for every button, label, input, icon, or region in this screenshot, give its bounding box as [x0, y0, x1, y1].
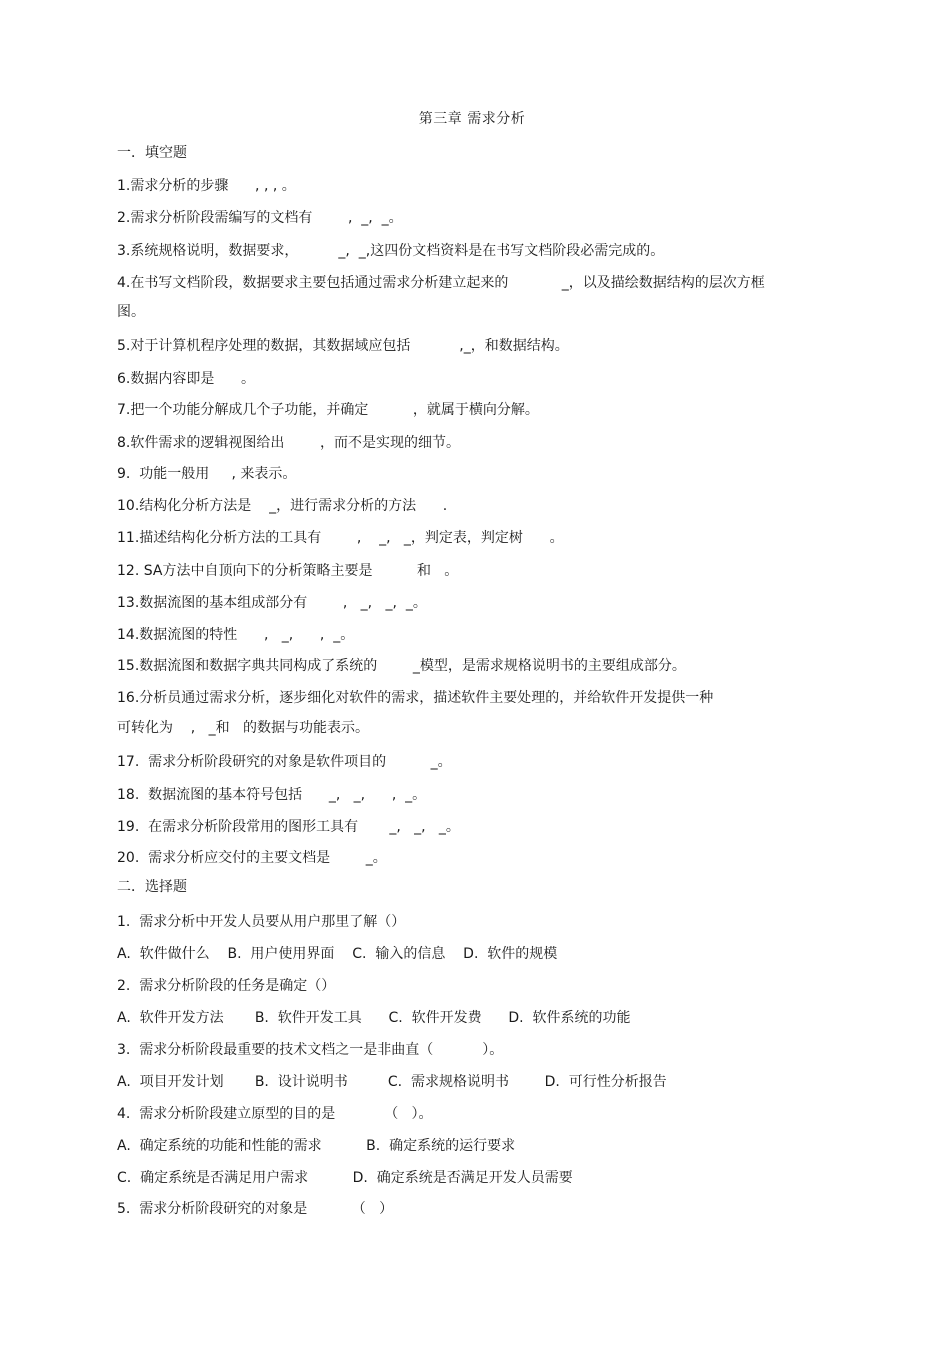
question-line: 8.软件需求的逻辑视图给出 ，而不是实现的细节。 — [117, 435, 460, 451]
question-line: 2. 需求分析阶段的任务是确定（） — [117, 978, 336, 994]
question-line: 9. 功能一般用 , 来表示。 — [117, 466, 297, 482]
question-line: 18. 数据流图的基本符号包括 _, _, , _。 — [117, 787, 427, 803]
question-line: 7.把一个功能分解成几个子功能，并确定 ，就属于横向分解。 — [117, 402, 539, 418]
question-line: 6.数据内容即是 。 — [117, 371, 256, 387]
question-line: 19. 在需求分析阶段常用的图形工具有 _, _, _。 — [117, 819, 460, 835]
question-line: 14.数据流图的特性 , _, , _。 — [117, 627, 355, 643]
options-line: A. 项目开发计划 B. 设计说明书 C. 需求规格说明书 D. 可行性分析报告 — [117, 1074, 667, 1090]
question-line: 13.数据流图的基本组成部分有 , _, _, _。 — [117, 595, 427, 611]
question-line: 1.需求分析的步骤 , , , 。 — [117, 178, 296, 194]
section-heading-fill-blank: 一．填空题 — [117, 145, 187, 161]
question-line: 10.结构化分析方法是 _，进行需求分析的方法 . — [117, 498, 448, 514]
options-line: A. 软件做什么 B. 用户使用界面 C. 输入的信息 D. 软件的规模 — [117, 946, 558, 962]
question-line: 4. 需求分析阶段建立原型的目的是 （ ）。 — [117, 1106, 433, 1122]
question-line: 17. 需求分析阶段研究的对象是软件项目的 _。 — [117, 754, 452, 770]
question-line: 16.分析员通过需求分析，逐步细化对软件的需求，描述软件主要处理的，并给软件开发提供一种 — [117, 690, 714, 706]
question-line: 4.在书写文档阶段，数据要求主要包括通过需求分析建立起来的 _，以及描绘数据结构的层次方框 — [117, 275, 765, 291]
question-line: 可转化为 , _和 的数据与功能表示。 — [117, 720, 369, 736]
question-line: 2.需求分析阶段需编写的文档有 , _, _。 — [117, 210, 403, 226]
options-line: A. 软件开发方法 B. 软件开发工具 C. 软件开发费 D. 软件系统的功能 — [117, 1010, 631, 1026]
question-line: 5.对于计算机程序处理的数据，其数据域应包括 ,_，和数据结构。 — [117, 338, 569, 354]
chapter-title: 第三章 需求分析 — [418, 111, 526, 127]
question-line: 3.系统规格说明，数据要求， _, _,这四份文档资料是在书写文档阶段必需完成的。 — [117, 243, 665, 259]
question-line: 5. 需求分析阶段研究的对象是 （ ） — [117, 1201, 394, 1217]
question-line: 11.描述结构化分析方法的工具有 , _, _，判定表，判定树 。 — [117, 530, 564, 546]
question-line: 12. SA方法中自顶向下的分析策略主要是 和 。 — [117, 563, 459, 579]
options-line: A. 确定系统的功能和性能的需求 B. 确定系统的运行要求 — [117, 1138, 516, 1154]
question-line: 15.数据流图和数据字典共同构成了系统的 _模型，是需求规格说明书的主要组成部分。 — [117, 658, 686, 674]
options-line: C. 确定系统是否满足用户需求 D. 确定系统是否满足开发人员需要 — [117, 1170, 573, 1186]
question-line: 20. 需求分析应交付的主要文档是 _。 — [117, 850, 387, 866]
question-line: 图。 — [117, 304, 145, 320]
question-line: 1. 需求分析中开发人员要从用户那里了解（） — [117, 914, 406, 930]
question-line: 3. 需求分析阶段最重要的技术文档之一是非曲直（ ）。 — [117, 1042, 504, 1058]
section-heading-multiple-choice: 二．选择题 — [117, 879, 187, 895]
